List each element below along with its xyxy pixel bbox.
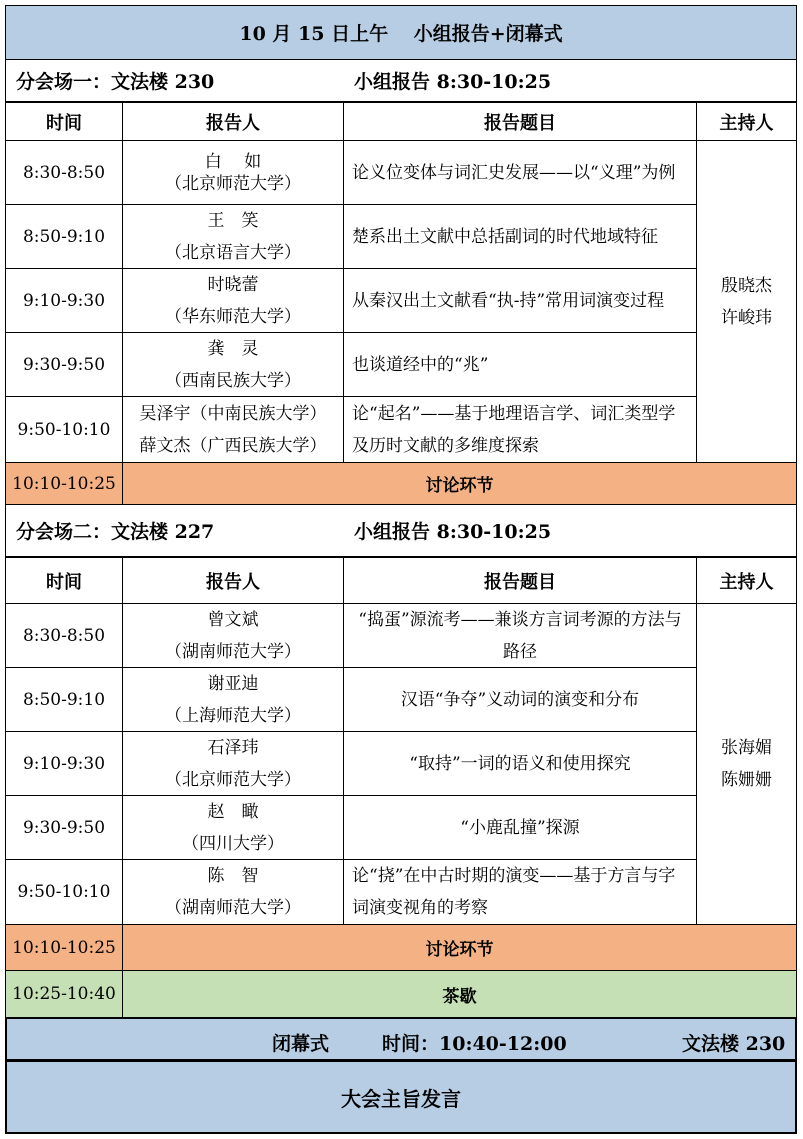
speaker-name: 谢亚迪 — [207, 673, 259, 694]
speaker-name: 白 如 — [204, 151, 262, 172]
session1-row4-time: 9:30-9:50 — [5, 332, 123, 397]
session2-row3-topic: “取持”一词的语义和使用探究 — [343, 731, 697, 796]
speaker-affiliation: （北京师范大学） — [165, 769, 301, 790]
session1-row3-topic: 从秦汉出土文献看“执-持”常用词演变过程 — [343, 268, 697, 333]
speaker-affiliation: （上海师范大学） — [165, 705, 301, 726]
session2-hosts — [696, 603, 797, 925]
session2-row2-topic: 汉语“争夺”义动词的演变和分布 — [343, 667, 697, 732]
host-name: 张海媚 — [721, 738, 772, 758]
session2-row4-speaker — [122, 795, 344, 860]
session1-header-speaker: 报告人 — [122, 102, 344, 141]
session2-venue: 分会场二：文法楼 227 — [16, 521, 215, 543]
session2-row1-topic: “捣蛋”源流考——兼谈方言词考源的方法与路径 — [343, 603, 697, 668]
session2-row1-speaker — [122, 603, 344, 668]
session1-discussion-time: 10:10-10:25 — [5, 462, 123, 505]
session1-hosts — [696, 140, 797, 463]
keynote-speech: 大会主旨发言 — [5, 1060, 797, 1134]
speaker-name: 吴泽宇（中南民族大学） — [139, 403, 327, 424]
session1-header — [5, 60, 797, 102]
session1-row5-topic: 论“起名”——基于地理语言学、词汇类型学及历时文献的多维度探索 — [343, 396, 697, 463]
session1-row4-speaker — [122, 332, 344, 397]
speaker-name: 王 笑 — [207, 210, 259, 231]
session1-header-host: 主持人 — [696, 102, 797, 141]
session1-row2-time: 8:50-9:10 — [5, 204, 123, 269]
session1-header-topic: 报告题目 — [343, 102, 697, 141]
session2-header-host: 主持人 — [696, 557, 797, 604]
speaker-affiliation: （湖南师范大学） — [165, 898, 301, 918]
session2-time-label: 小组报告 8:30-10:25 — [354, 521, 552, 543]
speaker-name: 龚 灵 — [207, 338, 259, 359]
session1-row2-speaker — [122, 204, 344, 269]
session2-row5-topic: 论“挠”在中古时期的演变——基于方言与字词演变视角的考察 — [343, 859, 697, 925]
session1-row1-speaker — [122, 140, 344, 205]
speaker-affiliation: （北京语言大学） — [165, 242, 301, 263]
session2-row3-speaker — [122, 731, 344, 796]
speaker-name: 时晓蕾 — [207, 274, 259, 295]
session1-row4-topic: 也谈道经中的“兆” — [343, 332, 697, 397]
tea-break-label: 茶歇 — [122, 970, 797, 1018]
speaker-affiliation: （北京师范大学） — [165, 173, 301, 194]
session1-time-label: 小组报告 8:30-10:25 — [354, 71, 552, 93]
speaker-affiliation: （湖南师范大学） — [165, 641, 301, 662]
session2-header-topic: 报告题目 — [343, 557, 697, 604]
session1-discussion-label: 讨论环节 — [122, 462, 797, 505]
host-name: 殷晓杰 — [721, 275, 772, 296]
session1-row3-speaker — [122, 268, 344, 333]
speaker-affiliation: （西南民族大学） — [165, 370, 301, 391]
session1-row5-time: 9:50-10:10 — [5, 396, 123, 463]
speaker-name: 陈 智 — [207, 866, 259, 886]
session2-row2-speaker — [122, 667, 344, 732]
session2-row4-topic: “小鹿乱撞”探源 — [343, 795, 697, 860]
session2-header — [5, 504, 797, 557]
page-title: 10 月 15 日上午 小组报告+闭幕式 — [5, 5, 797, 60]
session2-row1-time: 8:30-8:50 — [5, 603, 123, 668]
session2-header-time: 时间 — [5, 557, 123, 604]
closing-name: 闭幕式 — [272, 1033, 330, 1055]
session2-row4-time: 9:30-9:50 — [5, 795, 123, 860]
session2-row5-speaker — [122, 859, 344, 925]
session2-header-speaker: 报告人 — [122, 557, 344, 604]
tea-break-time: 10:25-10:40 — [5, 970, 123, 1018]
closing-venue: 文法楼 230 — [682, 1033, 786, 1055]
session2-row3-time: 9:10-9:30 — [5, 731, 123, 796]
session2-discussion-label: 讨论环节 — [122, 924, 797, 971]
session2-row5-time: 9:50-10:10 — [5, 859, 123, 925]
session2-discussion-time: 10:10-10:25 — [5, 924, 123, 971]
host-name: 陈姗姗 — [721, 770, 772, 790]
session1-row1-topic: 论义位变体与词汇史发展——以“义理”为例 — [343, 140, 697, 205]
host-name: 许峻玮 — [721, 307, 772, 328]
session1-header-time: 时间 — [5, 102, 123, 141]
session1-venue: 分会场一：文法楼 230 — [16, 71, 215, 93]
speaker-name: 石泽玮 — [207, 737, 259, 758]
speaker-name: 曾文斌 — [207, 609, 259, 630]
closing-time: 时间：10:40-12:00 — [382, 1033, 567, 1055]
session2-row2-time: 8:50-9:10 — [5, 667, 123, 732]
speaker-name-2: 薛文杰（广西民族大学） — [139, 435, 327, 456]
closing-header — [5, 1017, 797, 1061]
speaker-name: 赵 瞰 — [207, 801, 259, 822]
session1-row5-speaker — [122, 396, 344, 463]
session1-row3-time: 9:10-9:30 — [5, 268, 123, 333]
speaker-affiliation: （华东师范大学） — [165, 306, 301, 327]
speaker-affiliation: （四川大学） — [182, 833, 284, 854]
session1-row2-topic: 楚系出土文献中总括副词的时代地域特征 — [343, 204, 697, 269]
session1-row1-time: 8:30-8:50 — [5, 140, 123, 205]
